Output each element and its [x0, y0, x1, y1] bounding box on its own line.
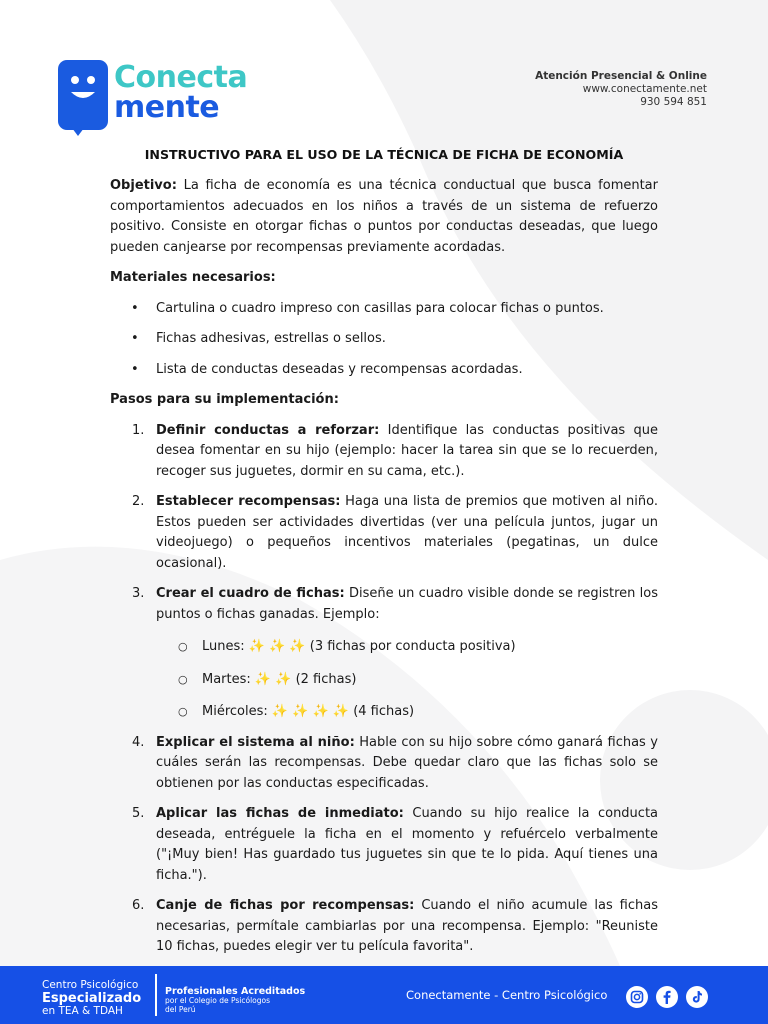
contact-attention: Atención Presencial & Online [535, 70, 707, 82]
document-body [110, 176, 658, 958]
step-item: 4. Explicar el sistema al niño: Hable con su hijo sobre cómo ganará fichas y cuáles serán las recompensas. Debe quedar claro que las fichas solo se obtienen por las conductas especificadas. [132, 734, 658, 791]
circle-bullet-icon: ○ [178, 672, 188, 686]
contact-block [535, 70, 707, 109]
bullet-icon: • [131, 300, 139, 316]
day-item: ○ Lunes: ✨ ✨ ✨ (3 fichas por conducta positiva) [110, 637, 658, 658]
footer-brand-name: Conectamente - Centro Psicológico [406, 988, 608, 1002]
materials-heading: Materiales necesarios: [110, 270, 276, 285]
steps-list [110, 421, 658, 626]
tiktok-icon[interactable] [686, 986, 708, 1008]
step-item: 2. Establecer recompensas: Haga una lista de premios que motiven al niño. Estos pueden ser actividades divertidas (ver una película juntos, jugar un videojuego) o pequeños incentivos materiales (pegatinas, un dulce ocasional). [132, 494, 658, 571]
logo-text-conecta: Conecta [114, 60, 248, 95]
contact-phone: 930 594 851 [640, 96, 707, 108]
footer-divider [155, 974, 157, 1016]
sparkles-icon: ✨ ✨ ✨ [248, 639, 306, 654]
step-item: 6. Canje de fichas por recompensas: Cuando el niño acumule las fichas necesarias, permítale cambiarlas por una recompensa. Ejemplo: "Reuniste 10 fichas, puedes elegir ver tu película favorita". [132, 898, 658, 954]
step-label: Establecer recompensas: [156, 494, 341, 509]
step-label: Crear el cuadro de fichas: [156, 586, 345, 601]
steps-heading: Pasos para su implementación: [110, 392, 339, 407]
steps-list-continued [110, 733, 658, 958]
step-label: Explicar el sistema al niño: [156, 734, 355, 750]
step-item: 5. Aplicar las fichas de inmediato: Cuando su hijo realice la conducta deseada, entréguele la ficha en el momento y refuércelo verbalmente ("¡Muy bien! Has guardado tus juguetes sin que te lo pida. Aquí tienes una ficha."). [132, 806, 659, 883]
step-item: 1. Definir conductas a reforzar: Identifique las conductas positivas que desea fomentar en su hijo (ejemplo: hacer la tarea sin que se lo recuerden, recoger sus juguetes, dormir en su cama, etc.). [132, 422, 658, 479]
day-item: ○ Martes: ✨ ✨ (2 fichas) [110, 670, 658, 691]
document-title: INSTRUCTIVO PARA EL USO DE LA TÉCNICA DE FICHA DE ECONOMÍA [144, 147, 624, 162]
circle-bullet-icon: ○ [178, 640, 188, 653]
contact-website[interactable]: www.conectamente.net [582, 83, 707, 95]
circle-bullet-icon: ○ [178, 705, 188, 718]
instagram-icon[interactable] [626, 986, 648, 1008]
objective-text: La ficha de economía es una técnica conductual que busca fomentar comportamientos adecuados en los niños a través de un sistema de refuerzo positivo. Consiste en otorgar fichas o puntos por conductas deseadas, que luego pueden canjearse por recompensas previamente acordadas. [110, 178, 658, 255]
example-days-list [110, 637, 658, 723]
bullet-icon: • [131, 331, 139, 346]
footer-center-info: Centro Psicológico Especializado en TEA & TDAH [42, 979, 142, 1017]
objective-paragraph [110, 176, 658, 258]
step-label: Canje de fichas por recompensas: [156, 898, 415, 913]
mascot-icon [58, 60, 108, 136]
step-item: 3. Crear el cuadro de fichas: Diseñe un cuadro visible donde se registren los puntos o fichas ganadas. Ejemplo: [132, 586, 658, 622]
materials-list [110, 299, 658, 381]
step-label: Definir conductas a reforzar: [156, 422, 380, 438]
bullet-icon: • [131, 361, 139, 377]
page-footer [0, 966, 768, 1024]
sparkles-icon: ✨ ✨ [254, 671, 292, 687]
list-item: • Fichas adhesivas, estrellas o sellos. [110, 329, 658, 350]
sparkles-icon: ✨ ✨ ✨ ✨ [271, 704, 350, 719]
day-item: ○ Miércoles: ✨ ✨ ✨ ✨ (4 fichas) [110, 702, 658, 723]
objective-label: Objetivo: [110, 178, 177, 193]
list-item: • Lista de conductas deseadas y recompensas acordadas. [110, 360, 658, 381]
footer-accreditation: Profesionales Acreditados por el Colegio de Psicólogos del Perú [165, 986, 306, 1014]
logo-text-mente: mente [114, 90, 220, 125]
list-item: • Cartulina o cuadro impreso con casillas para colocar fichas o puntos. [110, 299, 658, 320]
step-label: Aplicar las fichas de inmediato: [156, 806, 404, 821]
brand-logo [58, 58, 278, 138]
facebook-icon[interactable] [656, 986, 678, 1008]
